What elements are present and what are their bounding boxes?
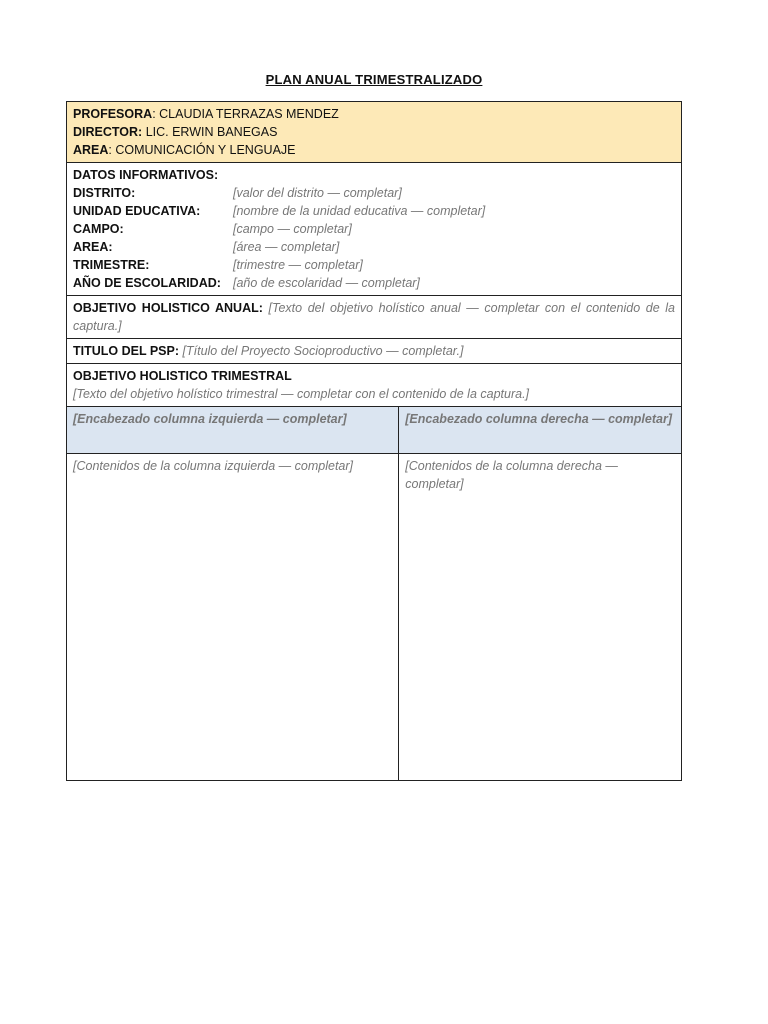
document-title: PLAN ANUAL TRIMESTRALIZADO (265, 72, 483, 87)
area-line (73, 141, 675, 159)
datos-informativos-box (66, 162, 682, 295)
document-page (66, 72, 682, 781)
profesora-value: : CLAUDIA TERRAZAS MENDEZ (152, 107, 339, 121)
datos-row-label: CAMPO: (73, 222, 124, 236)
datos-row-value: [campo — completar] (233, 222, 352, 236)
objetivo-anual-text: [Texto del objetivo holístico anual — completar con el contenido de la captura.] (73, 301, 675, 333)
datos-row-label: AREA: (73, 240, 113, 254)
titulo-psp-box (66, 338, 682, 363)
datos-row-value: [nombre de la unidad educativa — completar] (233, 204, 486, 218)
plan-table-left-content: [Contenidos de la columna izquierda — completar] (67, 454, 399, 780)
datos-row (73, 274, 675, 292)
datos-row-label: DISTRITO: (73, 186, 136, 200)
datos-row-value: [año de escolaridad — completar] (233, 276, 420, 290)
objetivo-anual-box (66, 295, 682, 338)
plan-table-body (66, 453, 682, 781)
datos-row (73, 202, 675, 220)
datos-row-label: TRIMESTRE: (73, 258, 150, 272)
area-label: AREA (73, 143, 109, 157)
datos-row (73, 220, 675, 238)
plan-table-header-left: [Encabezado columna izquierda — completar] (67, 407, 399, 453)
datos-row-value: [área — completar] (233, 240, 340, 254)
objetivo-trimestral-label: OBJETIVO HOLISTICO TRIMESTRAL (73, 369, 292, 383)
plan-table-right-content: [Contenidos de la columna derecha — completar] (405, 459, 618, 491)
datos-row (73, 184, 675, 202)
datos-row-value: [valor del distrito — completar] (233, 186, 402, 200)
plan-table-header (66, 406, 682, 453)
titulo-psp-label: TITULO DEL PSP: (73, 344, 180, 358)
director-line (73, 123, 675, 141)
datos-informativos-heading: DATOS INFORMATIVOS: (73, 168, 219, 182)
profesora-label: PROFESORA (73, 107, 153, 121)
director-value: LIC. ERWIN BANEGAS (142, 125, 278, 139)
area-value: : COMUNICACIÓN Y LENGUAJE (108, 143, 296, 157)
objetivo-trimestral-box (66, 363, 682, 406)
teacher-info-box (66, 101, 682, 162)
plan-table-header-right: [Encabezado columna derecha — completar] (399, 407, 681, 453)
datos-row (73, 238, 675, 256)
objetivo-trimestral-text: [Texto del objetivo holístico trimestral — completar con el contenido de la captura.] (73, 387, 530, 401)
objetivo-anual-label: OBJETIVO HOLISTICO ANUAL: (73, 301, 263, 315)
datos-row-label: AÑO DE ESCOLARIDAD: (73, 276, 221, 290)
director-label: DIRECTOR: (73, 125, 143, 139)
datos-row (73, 256, 675, 274)
datos-row-label: UNIDAD EDUCATIVA: (73, 204, 201, 218)
titulo-psp-text: [Título del Proyecto Socioproductivo — completar.] (182, 344, 464, 358)
profesora-line (73, 105, 675, 123)
datos-row-value: [trimestre — completar] (233, 258, 363, 272)
